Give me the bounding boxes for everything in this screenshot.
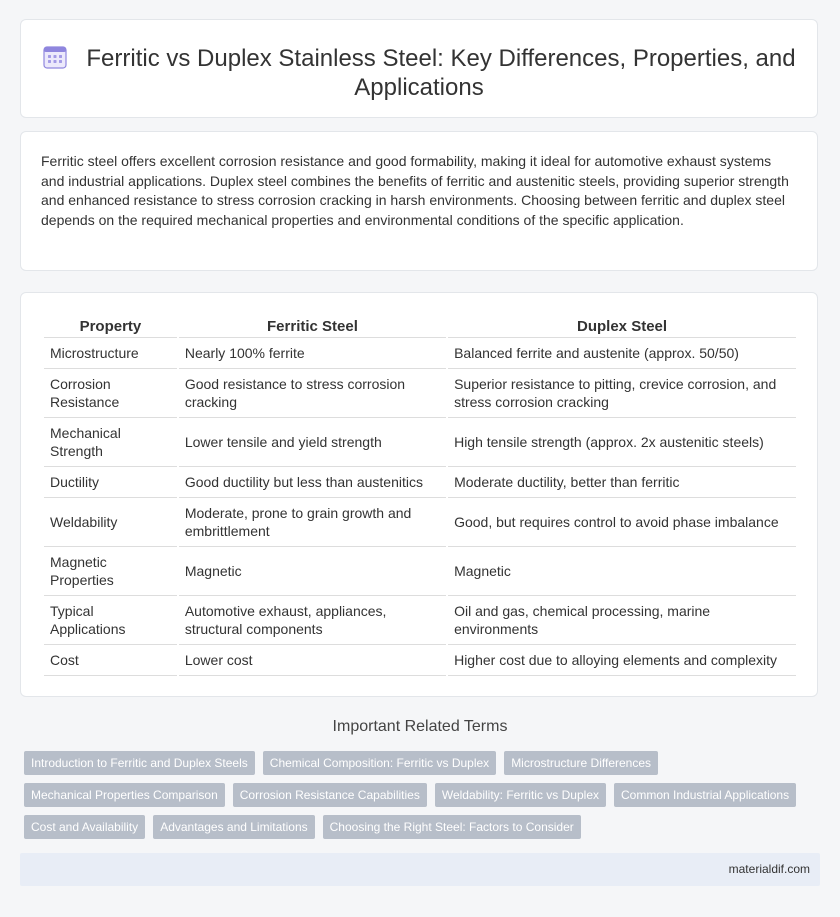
cell-ferritic: Magnetic [179,547,446,596]
cell-duplex: High tensile strength (approx. 2x austenitic steels) [448,418,796,467]
header-property: Property [44,315,177,338]
page-title: Ferritic vs Duplex Stainless Steel: Key Differences, Properties, and Applications [86,45,796,101]
related-term-tag[interactable]: Corrosion Resistance Capabilities [233,783,427,807]
cell-property: Ductility [44,467,177,498]
table-row [44,596,796,645]
related-term-tag[interactable]: Choosing the Right Steel: Factors to Consider [323,815,581,839]
header-ferritic: Ferritic Steel [179,315,446,338]
table-row [44,467,796,498]
title-card [20,19,818,118]
cell-duplex: Oil and gas, chemical processing, marine environments [448,596,796,645]
cell-ferritic: Lower cost [179,645,446,676]
table-row [44,547,796,596]
related-term-tag[interactable]: Mechanical Properties Comparison [24,783,225,807]
cell-duplex: Good, but requires control to avoid phase imbalance [448,498,796,547]
cell-ferritic: Lower tensile and yield strength [179,418,446,467]
intro-card [20,131,818,271]
related-term-tag[interactable]: Introduction to Ferritic and Duplex Steels [24,751,255,775]
cell-duplex: Balanced ferrite and austenite (approx. 50/50) [448,338,796,369]
cell-ferritic: Automotive exhaust, appliances, structural components [179,596,446,645]
intro-paragraph: Ferritic steel offers excellent corrosion resistance and good formability, making it ideal for automotive exhaust systems and industrial applications. Duplex steel combines the benefits of ferritic and austenitic steels, providing superior strength and enhanced resistance to stress corrosion cracking in harsh environments. Choosing between ferritic and duplex steel depends on the required mechanical properties and environmental conditions of the specific application. [41,153,789,229]
related-term-tag[interactable]: Chemical Composition: Ferritic vs Duplex [263,751,496,775]
related-term-tag[interactable]: Microstructure Differences [504,751,658,775]
related-terms-list [24,751,814,839]
related-term-tag[interactable]: Weldability: Ferritic vs Duplex [435,783,606,807]
related-term-tag[interactable]: Cost and Availability [24,815,145,839]
cell-property: Cost [44,645,177,676]
footer-bar [20,853,820,886]
cell-property: Mechanical Strength [44,418,177,467]
cell-ferritic: Moderate, prone to grain growth and embrittlement [179,498,446,547]
table-row [44,645,796,676]
table-row [44,338,796,369]
cell-property: Microstructure [44,338,177,369]
calendar-icon [42,44,68,70]
table-row [44,498,796,547]
cell-duplex: Magnetic [448,547,796,596]
table-header-row [44,315,796,338]
related-term-tag[interactable]: Advantages and Limitations [153,815,314,839]
comparison-table [42,315,798,676]
cell-duplex: Higher cost due to alloying elements and complexity [448,645,796,676]
table-row [44,369,796,418]
cell-property: Corrosion Resistance [44,369,177,418]
cell-duplex: Moderate ductility, better than ferritic [448,467,796,498]
cell-ferritic: Good ductility but less than austenitics [179,467,446,498]
related-term-tag[interactable]: Common Industrial Applications [614,783,796,807]
cell-property: Typical Applications [44,596,177,645]
cell-property: Magnetic Properties [44,547,177,596]
footer-site-link[interactable]: materialdif.com [728,862,810,876]
cell-ferritic: Nearly 100% ferrite [179,338,446,369]
cell-property: Weldability [44,498,177,547]
cell-ferritic: Good resistance to stress corrosion cracking [179,369,446,418]
header-duplex: Duplex Steel [448,315,796,338]
page-title-wrap [21,44,817,102]
cell-duplex: Superior resistance to pitting, crevice corrosion, and stress corrosion cracking [448,369,796,418]
comparison-card [20,292,818,697]
table-row [44,418,796,467]
related-terms-heading: Important Related Terms [332,718,508,735]
